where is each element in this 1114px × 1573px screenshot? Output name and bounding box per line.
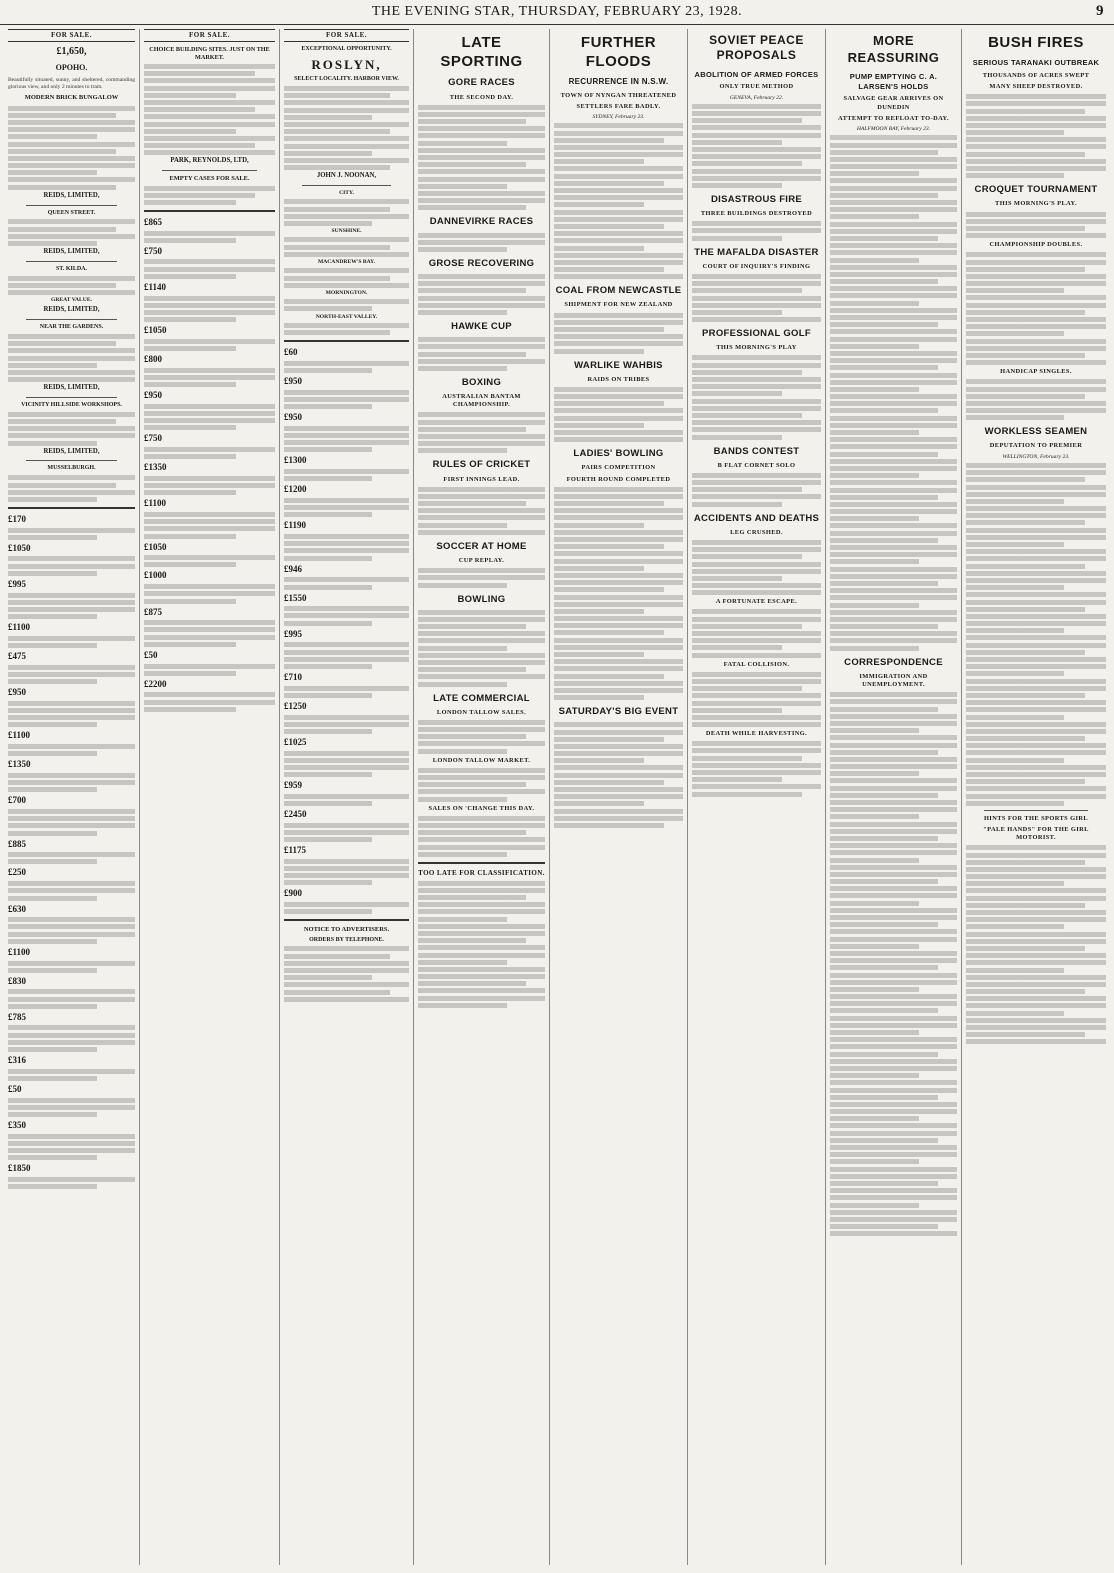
article-heading: SERIOUS TARANAKI OUTBREAK (972, 58, 1100, 68)
ad-agent: JOHN J. NOONAN, (316, 172, 377, 180)
ad-price: £1190 (284, 520, 307, 531)
price-ad (8, 1163, 135, 1189)
ad-price: £350 (8, 1120, 26, 1131)
price-ad (144, 498, 275, 538)
section-heading: FOR SALE. (8, 29, 135, 42)
article-heading: SOCCER AT HOME (436, 540, 527, 552)
ad-price: £1050 (144, 541, 167, 552)
price-ad (8, 687, 135, 727)
price-ad (144, 282, 275, 322)
article-subheading: FIRST INNINGS LEAD. (443, 475, 520, 483)
article-heading: WARLIKE WAHBIS (574, 359, 663, 371)
price-ad (144, 607, 275, 647)
article-heading: DANNEVIRKE RACES (429, 216, 534, 228)
ad-price: £250 (8, 867, 26, 878)
ad-body: Beautifully situated, sunny, and sheltered, commanding glorious view, and only 2 minutes to tram. (8, 76, 135, 91)
article-heading: BANDS CONTEST (713, 445, 800, 457)
columns (0, 25, 1114, 1565)
article-subheading: LONDON TALLOW MARKET. (432, 756, 531, 764)
ad-price: £1200 (284, 484, 307, 495)
price-ad (144, 462, 275, 495)
article-subheading: DEPUTATION TO PREMIER (989, 442, 1083, 450)
article-heading: PUMP EMPTYING C. A. LARSEN'S HOLDS (849, 72, 938, 91)
article-subheading: THREE BUILDINGS DESTROYED (700, 210, 813, 218)
ad-price: £785 (8, 1011, 26, 1022)
price-ad (144, 650, 275, 676)
price-ad (284, 845, 409, 885)
column-for-sale-1 (4, 29, 140, 1565)
column-for-sale-3 (280, 29, 414, 1565)
ad-agent: PARK, REYNOLDS, LTD, (170, 157, 249, 165)
price-ad (144, 433, 275, 459)
ad-price: £170 (8, 513, 26, 524)
ad-price: £950 (284, 412, 302, 423)
ad-price: £1140 (144, 281, 167, 292)
price-ad (144, 354, 275, 387)
dateline: WELLINGTON, February 23. (1002, 453, 1070, 460)
section-heading: FOR SALE. (144, 29, 275, 42)
ad-price: £630 (8, 903, 26, 914)
ad-price: £710 (284, 671, 302, 682)
article-heading: HAWKE CUP (451, 320, 512, 332)
price-ad (144, 246, 275, 279)
article-subheading: SHIPMENT FOR NEW ZEALAND (564, 301, 673, 309)
page-number: 9 (1096, 3, 1104, 19)
price-ad (144, 570, 275, 603)
price-ad (8, 622, 135, 648)
article-subheading: THOUSANDS OF ACRES SWEPT (982, 71, 1090, 79)
article-subheading: COURT OF INQUIRY'S FINDING (702, 262, 811, 270)
ad-agent: REIDS, LIMITED, (43, 447, 100, 455)
dateline: SYDNEY, February 23. (592, 113, 645, 120)
price-ad (284, 455, 409, 481)
price-ad (144, 325, 275, 351)
article-subheading: FATAL COLLISION. (723, 660, 790, 668)
article-heading: RULES OF CRICKET (432, 459, 531, 471)
article-subheading: MANY SHEEP DESTROYED. (989, 82, 1083, 90)
article-subheading: ATTEMPT TO REFLOAT TO-DAY. (838, 114, 949, 122)
article-heading: ACCIDENTS AND DEATHS (693, 512, 820, 524)
dateline: HALFMOON BAY, February 23. (856, 126, 931, 132)
price-ad-list (8, 514, 135, 1189)
price-ad (284, 888, 409, 914)
ad-heading: QUEEN STREET. (47, 209, 96, 216)
ad-price: £1550 (284, 592, 307, 603)
ad-agent: REIDS, LIMITED, (43, 384, 100, 392)
price-ad (284, 484, 409, 517)
price-ad (8, 1084, 135, 1117)
article-heading: GROSE RECOVERING (428, 257, 535, 269)
ad-price: £995 (8, 578, 26, 589)
ad-price: £1175 (284, 845, 307, 856)
article-subheading: IMMIGRATION AND UNEMPLOYMENT. (859, 672, 928, 688)
ad-agent: REIDS, LIMITED, (43, 191, 100, 199)
ad-price: £885 (8, 838, 26, 849)
price-ad (8, 759, 135, 792)
ad-agent: REIDS, LIMITED, (43, 306, 100, 314)
article-heading: BOWLING (457, 593, 506, 605)
article-subheading: FOURTH ROUND COMPLETED (566, 475, 671, 483)
ad-heading: ST. KILDA. (55, 265, 88, 272)
article-subheading: RAIDS ON TRIBES (587, 375, 650, 383)
notice-heading: NOTICE TO ADVERTISERS. (303, 926, 390, 934)
ad-price: £800 (144, 354, 162, 365)
article-heading: TOO LATE FOR CLASSIFICATION. (418, 868, 545, 877)
article-subheading: THIS MORNING'S PLAY. (995, 200, 1077, 208)
ad-price: £1025 (284, 736, 307, 747)
price-ad (284, 809, 409, 842)
ad-price: £1000 (144, 570, 167, 581)
ad-heading: VICINITY HILLSIDE WORKSHOPS. (21, 401, 122, 408)
ad-price: £1100 (8, 946, 31, 957)
ad-price: £1850 (8, 1163, 31, 1174)
price-ad (8, 976, 135, 1009)
price-ad (284, 347, 409, 373)
price-ad-list (144, 217, 275, 712)
price-ad (8, 867, 135, 900)
ad-price: £700 (8, 795, 26, 806)
ad-heading: CITY. (339, 190, 354, 197)
ad-price: £1100 (144, 498, 167, 509)
ad-price: £875 (144, 606, 162, 617)
article-subheading: ONLY TRUE METHOD (719, 83, 794, 91)
ad-subheading: SELECT LOCALITY. HARBOR VIEW. (294, 76, 399, 83)
price-ad (284, 564, 409, 590)
price-ad (284, 376, 409, 409)
ad-agent: REIDS, LIMITED, (43, 248, 100, 256)
ad-price: £316 (8, 1055, 26, 1066)
price-ad (144, 217, 275, 243)
price-ad (144, 390, 275, 430)
price-ad (144, 542, 275, 568)
column-soviet-peace (688, 29, 826, 1565)
column-title: MORE REASSURING (847, 33, 940, 65)
price-ad (284, 737, 409, 777)
ad-price: £1050 (8, 542, 31, 553)
ad-heading: SUNSHINE. (331, 228, 362, 235)
ad-price: £1,650, (56, 45, 87, 57)
price-ad (284, 520, 409, 560)
ad-heading: NEAR THE GARDENS. (39, 324, 104, 331)
ad-price: £1300 (284, 455, 307, 466)
article-subheading: CUP REPLAY. (458, 556, 505, 564)
article-heading: RECURRENCE IN N.S.W. (568, 77, 669, 87)
column-title: LATE SPORTING (440, 34, 523, 71)
ad-heading: EXCEPTIONAL OPPORTUNITY. (301, 45, 392, 52)
price-ad (144, 679, 275, 712)
price-ad-list (284, 347, 409, 914)
column-title: SOVIET PEACE PROPOSALS (709, 33, 804, 63)
column-title: BUSH FIRES (988, 34, 1084, 51)
ad-price: £959 (284, 780, 302, 791)
ad-price: £950 (284, 376, 302, 387)
ad-price: £1100 (8, 622, 31, 633)
article-subheading: THIS MORNING'S PLAY (716, 344, 797, 352)
article-heading: ABOLITION OF ARMED FORCES (694, 69, 819, 79)
ad-price: £1100 (8, 730, 31, 741)
ad-price: £950 (8, 687, 26, 698)
ad-price: £950 (144, 390, 162, 401)
price-ad (284, 593, 409, 626)
price-ad (284, 629, 409, 669)
ad-price: £1250 (284, 700, 307, 711)
ad-heading: MORNINGTON. (325, 289, 368, 296)
article-heading: THE MAFALDA DISASTER (694, 246, 819, 258)
price-ad (8, 514, 135, 540)
ad-price: £750 (144, 245, 162, 256)
price-ad (284, 412, 409, 452)
column-title: FURTHER FLOODS (580, 34, 657, 71)
ad-price: £50 (144, 649, 158, 660)
article-subheading: HANDICAP SINGLES. (1000, 368, 1072, 376)
article-subheading: AUSTRALIAN BANTAM CHAMPIONSHIP. (442, 393, 521, 409)
article-heading: SATURDAY'S BIG EVENT (558, 706, 679, 718)
column-more-reassuring (826, 29, 962, 1565)
price-ad (8, 1120, 135, 1160)
article-heading: COAL FROM NEWCASTLE (555, 285, 682, 297)
article-subheading: A FORTUNATE ESCAPE. (715, 598, 798, 606)
article-heading: CROQUET TOURNAMENT (974, 184, 1098, 196)
article-subheading: CHAMPIONSHIP DOUBLES. (989, 241, 1083, 249)
price-ad (8, 543, 135, 576)
article-subheading: SALES ON 'CHANGE THIS DAY. (428, 804, 535, 812)
price-ad (8, 579, 135, 619)
ad-price: £1050 (144, 325, 167, 336)
article-subheading: THE SECOND DAY. (449, 93, 514, 101)
price-ad (8, 947, 135, 973)
article-subheading: PAIRS COMPETITION (581, 464, 656, 472)
article-subheading: SALVAGE GEAR ARRIVES ON DUNEDIN (843, 95, 944, 111)
ad-price: £1350 (144, 462, 167, 473)
ad-price: £2450 (284, 809, 307, 820)
ad-text: GREAT VALUE. (51, 297, 92, 304)
ad-heading: EMPTY CASES FOR SALE. (169, 175, 250, 183)
ad-price: £2200 (144, 678, 167, 689)
ad-price: £50 (8, 1083, 22, 1094)
price-ad (8, 839, 135, 865)
ad-price: £60 (284, 347, 298, 358)
article-heading: LADIES' BOWLING (573, 448, 664, 460)
ad-price: £475 (8, 651, 26, 661)
article-subheading: SETTLERS FARE BADLY. (576, 102, 661, 110)
price-ad (8, 1012, 135, 1052)
price-ad (8, 904, 135, 944)
ad-heading: OPOHO. (55, 62, 88, 72)
price-ad (284, 701, 409, 734)
article-subheading: LONDON TALLOW SALES. (436, 708, 527, 716)
column-further-floods (550, 29, 688, 1565)
ad-title: ROSLYN, (311, 56, 382, 72)
article-heading: CORRESPONDENCE (844, 656, 943, 668)
article-heading: DISASTROUS FIRE (710, 193, 803, 205)
article-subheading: "PALE HANDS" FOR THE GIRL MOTORIST. (983, 825, 1089, 842)
ad-price: £865 (144, 216, 162, 227)
column-bush-fires (962, 29, 1110, 1565)
ad-heading: NORTH-EAST VALLEY. (315, 313, 378, 320)
column-for-sale-2 (140, 29, 280, 1565)
price-ad (8, 651, 135, 684)
ad-price: £995 (284, 628, 302, 639)
ad-price: £830 (8, 975, 26, 986)
article-heading: BOXING (461, 376, 502, 388)
price-ad (8, 1055, 135, 1081)
ad-price: £750 (144, 433, 162, 444)
article-heading: LATE COMMERCIAL (433, 692, 530, 704)
price-ad (8, 795, 135, 835)
article-subheading: B FLAT CORNET SOLO (717, 461, 796, 469)
ad-price: £900 (284, 888, 302, 899)
masthead (0, 0, 1114, 25)
notice-subheading: ORDERS BY TELEPHONE. (309, 936, 384, 943)
ad-price: £1350 (8, 759, 31, 770)
article-subheading: DEATH WHILE HARVESTING. (705, 730, 808, 738)
article-heading: HINTS FOR THE SPORTS GIRL (983, 814, 1089, 822)
article-subheading: TOWN OF NYNGAN THREATENED (560, 91, 677, 99)
masthead-title: THE EVENING STAR, THURSDAY, FEBRUARY 23, 1928. (371, 4, 743, 19)
price-ad (284, 780, 409, 806)
ad-price: £946 (284, 563, 302, 574)
price-ad (8, 730, 135, 756)
ad-heading: CHOICE BUILDING SITES. JUST ON THE MARKET. (149, 45, 270, 61)
section-heading: FOR SALE. (284, 29, 409, 42)
ad-heading: MUSSELBURGH. (47, 465, 96, 472)
column-late-sporting (414, 29, 550, 1565)
article-subheading: LEG CRUSHED. (730, 528, 783, 536)
ad-heading: MACANDREW'S BAY. (317, 259, 376, 266)
dateline: GENEVA, February 22. (729, 94, 784, 101)
price-ad (284, 672, 409, 698)
article-heading: WORKLESS SEAMEN (984, 426, 1088, 438)
article-heading: PROFESSIONAL GOLF (702, 328, 811, 340)
article-heading: GORE RACES (448, 77, 515, 89)
ad-subheading: MODERN BRICK BUNGALOW (24, 94, 119, 102)
